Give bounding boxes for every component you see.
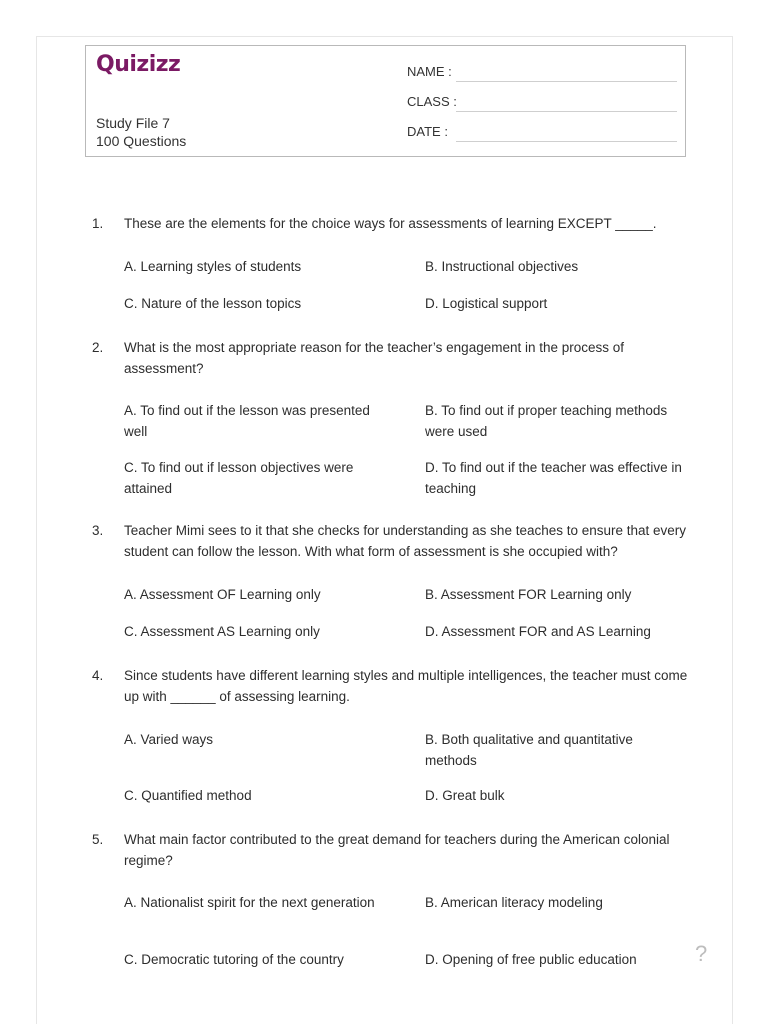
question-number: 2. bbox=[92, 340, 104, 355]
option-a: A. Assessment OF Learning only bbox=[124, 587, 321, 602]
option-b: B. To find out if proper teaching methods were used bbox=[425, 403, 668, 439]
question-text: What main factor contributed to the great demand for teachers during the American colonial regime? bbox=[124, 832, 670, 868]
option-d: D. Logistical support bbox=[425, 296, 548, 311]
option-b: B. Instructional objectives bbox=[425, 259, 579, 274]
option-a: A. To find out if the lesson was presented well bbox=[124, 403, 370, 439]
help-question-mark-icon[interactable]: ? bbox=[695, 941, 708, 966]
option-d: D. To find out if the teacher was effective in teaching bbox=[425, 460, 682, 496]
question-text: These are the elements for the choice ways for assessments of learning EXCEPT _____. bbox=[124, 216, 657, 231]
class-field[interactable] bbox=[407, 92, 677, 112]
option-c: C. To find out if lesson objectives were attained bbox=[124, 460, 354, 496]
question-number: 1. bbox=[92, 216, 104, 231]
name-label: NAME : bbox=[407, 64, 452, 79]
option-b: B. Assessment FOR Learning only bbox=[425, 587, 632, 602]
question-text: Since students have different learning styles and multiple intelligences, the teacher must come up with ______ of assessing learning. bbox=[124, 668, 688, 704]
option-d: D. Opening of free public education bbox=[425, 952, 637, 967]
option-d: D. Assessment FOR and AS Learning bbox=[425, 624, 651, 639]
date-field[interactable] bbox=[407, 122, 677, 142]
option-c: C. Democratic tutoring of the country bbox=[124, 952, 344, 967]
question-count: 100 Questions bbox=[96, 133, 187, 149]
option-d: D. Great bulk bbox=[425, 788, 505, 803]
worksheet-header bbox=[85, 45, 686, 157]
question-number: 3. bbox=[92, 523, 104, 538]
question-text: What is the most appropriate reason for the teacher’s engagement in the process of assessment? bbox=[124, 340, 625, 376]
class-line bbox=[456, 111, 677, 112]
option-a: A. Learning styles of students bbox=[124, 259, 302, 274]
option-c: C. Assessment AS Learning only bbox=[124, 624, 320, 639]
option-c: C. Quantified method bbox=[124, 788, 252, 803]
worksheet-title: Study File 7 bbox=[96, 115, 170, 131]
class-label: CLASS : bbox=[407, 94, 457, 109]
quizizz-logo: Quizizz bbox=[96, 52, 181, 77]
option-a: A. Nationalist spirit for the next generation bbox=[124, 895, 375, 910]
date-label: DATE : bbox=[407, 124, 448, 139]
question-number: 4. bbox=[92, 668, 104, 683]
question-number: 5. bbox=[92, 832, 104, 847]
date-line bbox=[456, 141, 677, 142]
option-a: A. Varied ways bbox=[124, 732, 214, 747]
name-line bbox=[456, 81, 677, 82]
question-text: Teacher Mimi sees to it that she checks for understanding as she teaches to ensure that every student can follow the lesson. With what form of assessment is she occupied with? bbox=[124, 523, 687, 559]
option-c: C. Nature of the lesson topics bbox=[124, 296, 302, 311]
option-b: B. Both qualitative and quantitative methods bbox=[425, 732, 633, 768]
option-b: B. American literacy modeling bbox=[425, 895, 603, 910]
name-field[interactable] bbox=[407, 62, 677, 82]
